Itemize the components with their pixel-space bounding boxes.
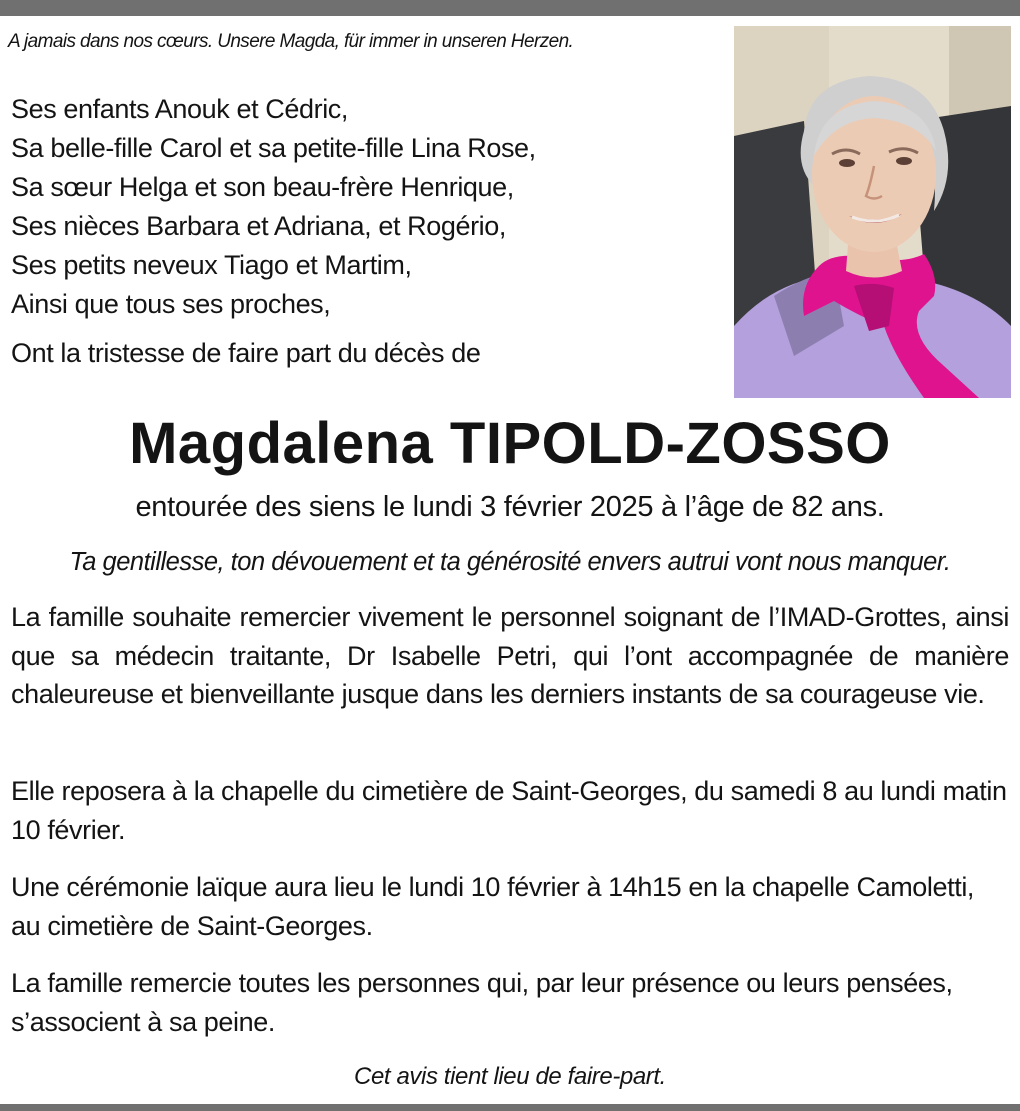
epigraph: A jamais dans nos cœurs. Unsere Magda, für immer in unseren Herzen.: [8, 31, 574, 52]
deceased-name: Magdalena TIPOLD-ZOSSO: [129, 411, 891, 476]
viewing-paragraph: Elle reposera à la chapelle du cimetière de Saint-Georges, du samedi 8 au lundi matin 10 février.: [11, 776, 1007, 845]
tribute-line: Ta gentillesse, ton dévouement et ta générosité envers autrui vont nous manquer.: [69, 548, 951, 576]
family-line: Ainsi que tous ses proches,: [11, 289, 331, 319]
family-line: Ses nièces Barbara et Adriana, et Rogério,: [11, 211, 507, 241]
family-line: Sa belle-fille Carol et sa petite-fille Lina Rose,: [11, 133, 536, 163]
portrait-photo: [734, 26, 1011, 398]
family-list: [11, 90, 711, 324]
death-date-line: entourée des siens le lundi 3 février 2025 à l’âge de 82 ans.: [135, 491, 885, 523]
closing-note: Cet avis tient lieu de faire-part.: [354, 1063, 666, 1090]
top-rule: [0, 0, 1020, 16]
thanks-care-paragraph: La famille souhaite remercier vivement le personnel soignant de l’IMAD-Grottes, ainsi que sa médecin traitante, Dr Isabelle Petri, qui l’ont accompagnée de manière chaleureuse et bienveillante jusque dans les derniers instants de sa courageuse vie.: [11, 602, 1009, 709]
family-line: Ses enfants Anouk et Cédric,: [11, 94, 349, 124]
thanks-all-paragraph: La famille remercie toutes les personnes qui, par leur présence ou leurs pensées, s’associent à sa peine.: [11, 968, 953, 1037]
bottom-rule: [0, 1104, 1020, 1111]
announcement-intro: Ont la tristesse de faire part du décès de: [11, 338, 481, 368]
family-line: Ses petits neveux Tiago et Martim,: [11, 250, 412, 280]
family-line: Sa sœur Helga et son beau-frère Henrique,: [11, 172, 514, 202]
ceremony-paragraph: Une cérémonie laïque aura lieu le lundi 10 février à 14h15 en la chapelle Camoletti, au cimetière de Saint-Georges.: [11, 872, 975, 941]
